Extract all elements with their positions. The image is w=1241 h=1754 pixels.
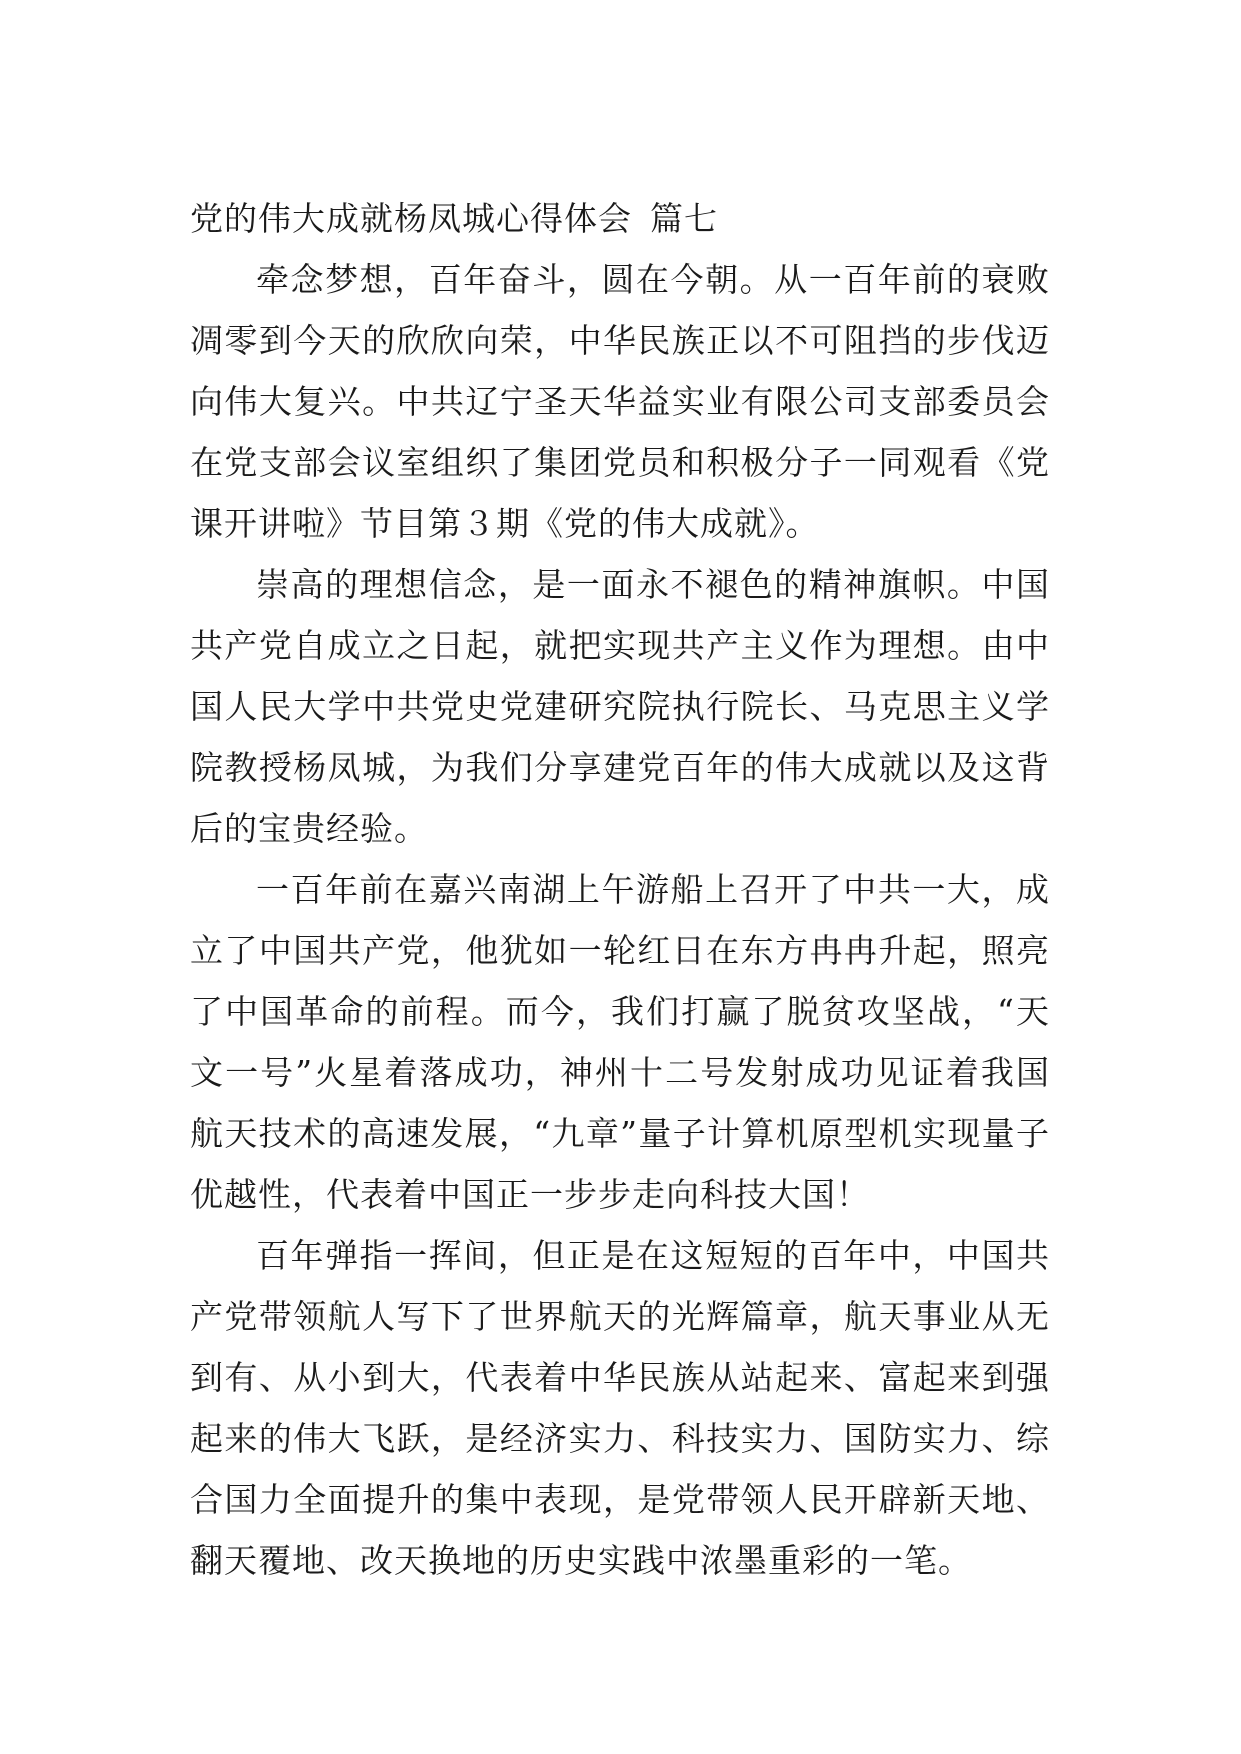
paragraph: 百年弹指一挥间，但正是在这短短的百年中，中国共产党带领航人写下了世界航天的光辉篇章，航天事业从无到有、从小到大，代表着中华民族从站起来、富起来到强起来的伟大飞跃，是经济实力、科技实力、国防实力、综合国力全面提升的集中表现，是党带领人民开辟新天地、翻天覆地、改天换地的历史实践中浓墨重彩的一笔。 [190,1236,1050,1580]
title-text: 党的伟大成就杨凤城心得体会 [190,199,632,238]
paragraph: 牵念梦想，百年奋斗，圆在今朝。从一百年前的衰败凋零到今天的欣欣向荣，中华民族正以不可阻挡的步伐迈向伟大复兴。中共辽宁圣天华益实业有限公司支部委员会在党支部会议室组织了集团党员和积极分子一同观看《党课开讲啦》节目第３期《党的伟大成就》。 [190,260,1050,543]
document-title [190,188,1050,249]
section-label: 篇七 [650,199,718,238]
document-body [190,188,1050,1591]
paragraph: 一百年前在嘉兴南湖上午游船上召开了中共一大，成立了中国共产党，他犹如一轮红日在东方冉冉升起，照亮了中国革命的前程。而今，我们打赢了脱贫攻坚战，“天文一号”火星着落成功，神州十二号发射成功见证着我国航天技术的高速发展，“九章”量子计算机原型机实现量子优越性，代表着中国正一步步走向科技大国！ [190,870,1050,1214]
paragraph: 崇高的理想信念，是一面永不褪色的精神旗帜。中国共产党自成立之日起，就把实现共产主义作为理想。由中国人民大学中共党史党建研究院执行院长、马克思主义学院教授杨凤城，为我们分享建党百年的伟大成就以及这背后的宝贵经验。 [190,565,1050,848]
